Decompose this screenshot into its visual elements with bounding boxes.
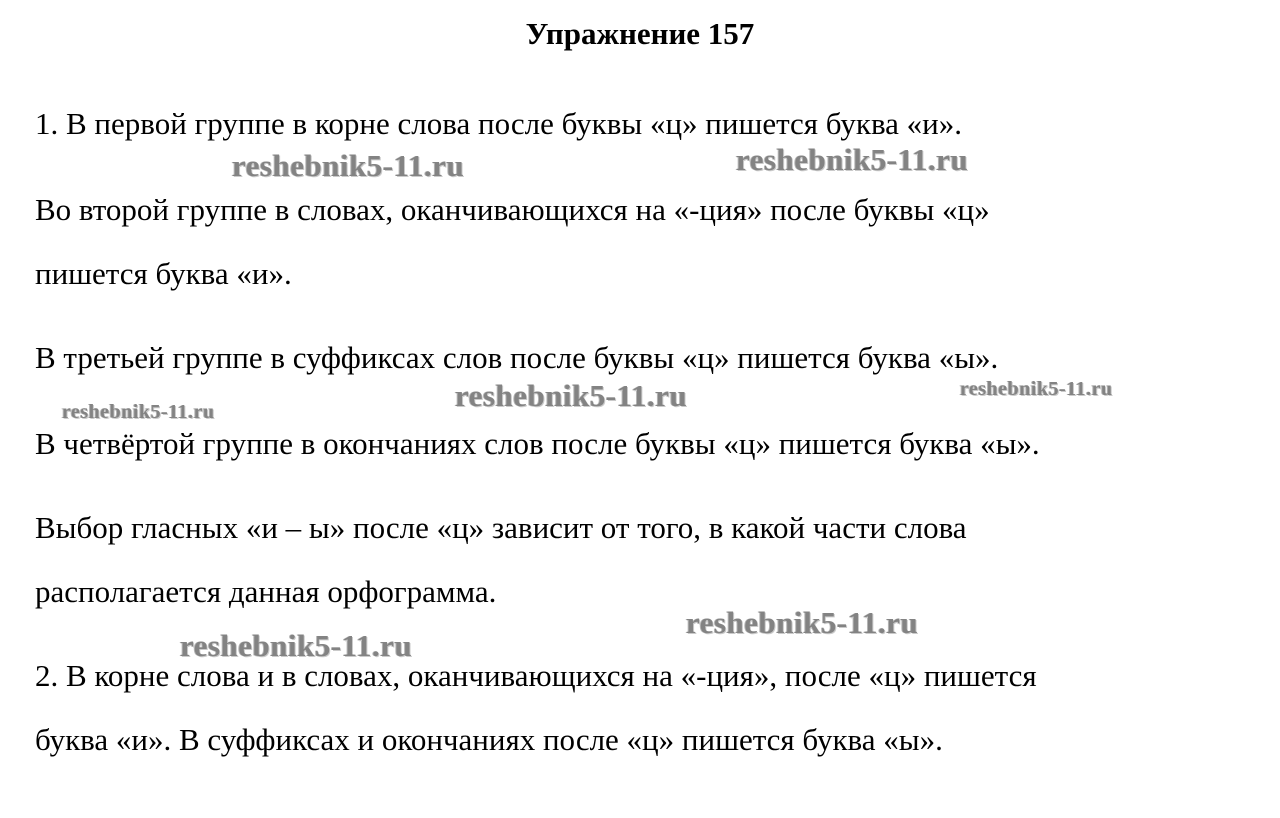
text-line-1: 1. В первой группе в корне слова после буквы «ц» пишется буква «и». bbox=[35, 106, 963, 141]
text-line-4: В третьей группе в суффиксах слов после буквы «ц» пишется буква «ы». bbox=[35, 340, 999, 375]
text-line-5: В четвёртой группе в окончаниях слов после буквы «ц» пишется буква «ы». bbox=[35, 426, 1040, 461]
watermark: reshebnik5-11.ru bbox=[232, 148, 465, 183]
watermark: reshebnik5-11.ru bbox=[180, 628, 413, 663]
text-line-3: пишется буква «и». bbox=[35, 256, 292, 291]
watermark: reshebnik5-11.ru bbox=[960, 378, 1113, 400]
text-line-9: буква «и». В суффиксах и окончаниях после «ц» пишется буква «ы». bbox=[35, 722, 943, 757]
watermark: reshebnik5-11.ru bbox=[455, 378, 688, 413]
text-line-2: Во второй группе в словах, оканчивающихся на «-ция» после буквы «ц» bbox=[35, 192, 990, 227]
text-line-6: Выбор гласных «и – ы» после «ц» зависит от того, в какой части слова bbox=[35, 510, 967, 545]
page-title: Упражнение 157 bbox=[525, 16, 755, 51]
text-line-7: располагается данная орфограмма. bbox=[35, 574, 497, 609]
watermark: reshebnik5-11.ru bbox=[686, 605, 919, 640]
watermark: reshebnik5-11.ru bbox=[736, 142, 969, 177]
text-line-8: 2. В корне слова и в словах, оканчивающихся на «-ция», после «ц» пишется bbox=[35, 658, 1037, 693]
watermark: reshebnik5-11.ru bbox=[62, 401, 215, 423]
